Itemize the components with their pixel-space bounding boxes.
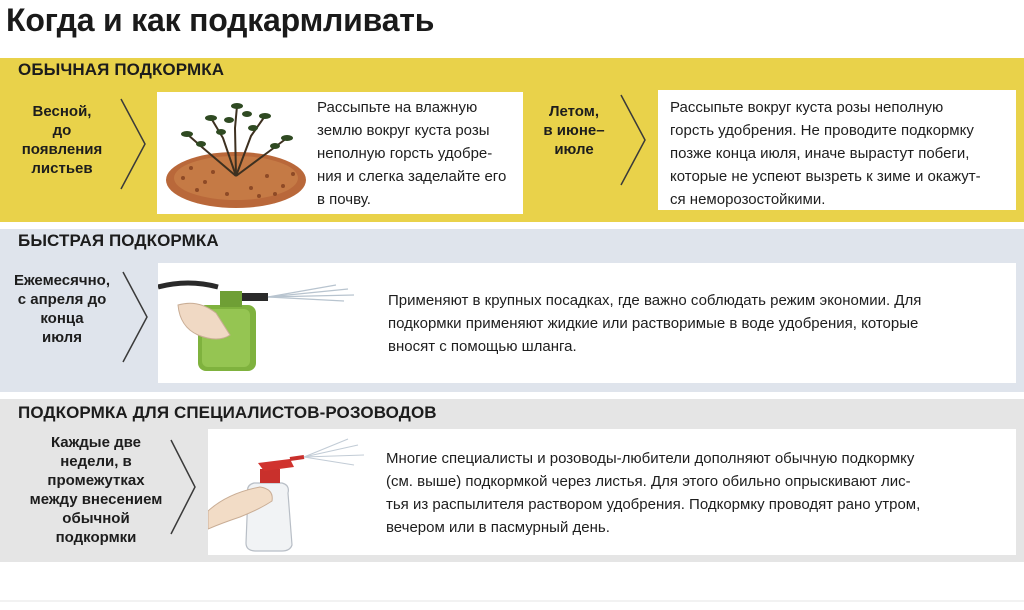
section-heading: БЫСТРАЯ ПОДКОРМКА (18, 231, 219, 250)
timing-line: с апреля до (17, 291, 107, 308)
chevron-right-icon (118, 96, 148, 192)
fast-feeding-timing (10, 271, 114, 347)
text-line: вечером или в пасмурный день. (386, 519, 610, 536)
chevron-right-icon (618, 92, 648, 188)
page-title: Когда и как подкармливать (6, 2, 435, 38)
spray-bottle-icon (208, 433, 368, 553)
timing-line: июле (554, 141, 594, 158)
text-line: Многие специалисты и розоводы-любители дополняют обычную подкормку (386, 450, 915, 467)
section-specialist-feeding (0, 399, 1024, 562)
specialist-feeding-timing (26, 433, 166, 547)
fast-feeding-text (388, 289, 1008, 358)
spring-instruction-card (157, 92, 523, 214)
summer-instruction-text (670, 96, 1014, 211)
timing-line: Весной, (32, 103, 92, 120)
text-line: горсть удобрения. Не проводите подкормку (670, 122, 974, 139)
timing-line: конца (40, 310, 84, 327)
section-heading: ОБЫЧНАЯ ПОДКОРМКА (18, 60, 225, 79)
spring-instruction-text (317, 96, 521, 211)
text-line: которые не успеют вызреть к зиме и окажут- (670, 168, 981, 185)
text-line: тья из распылителя раствором удобрения. Подкормку проводят рано утром, (386, 496, 921, 513)
rose-bush-icon (163, 98, 309, 210)
timing-line: между внесением (29, 491, 163, 508)
timing-line: Каждые две (50, 434, 142, 451)
section-regular-feeding (0, 58, 1024, 222)
text-line: в почву. (317, 191, 371, 208)
text-line: Применяют в крупных посадках, где важно соблюдать режим экономии. Для (388, 292, 922, 309)
section-fast-feeding (0, 229, 1024, 392)
timing-line: подкормки (55, 529, 137, 546)
page-bottom-edge (0, 600, 1024, 602)
text-line: неполную горсть удобре- (317, 145, 493, 162)
text-line: подкормки применяют жидкие или растворимые в воде удобрения, которые (388, 315, 919, 332)
timing-line: появления (21, 141, 103, 158)
timing-line: Летом, (548, 103, 600, 120)
text-line: Рассыпьте на влажную (317, 99, 478, 116)
specialist-feeding-card (208, 429, 1016, 555)
section-heading: ПОДКОРМКА ДЛЯ СПЕЦИАЛИСТОВ-РОЗОВОДОВ (18, 403, 437, 422)
text-line: вносят с помощью шланга. (388, 338, 577, 355)
timing-line: обычной (62, 510, 130, 527)
timing-line: в июне– (543, 122, 605, 139)
timing-line: до (52, 122, 72, 139)
timing-line: недели, в (60, 453, 132, 470)
text-line: ния и слегка заделайте его (317, 168, 507, 185)
timing-line: листьев (31, 160, 93, 177)
text-line: (см. выше) подкормкой через листья. Для этого обильно опрыскивают лис- (386, 473, 911, 490)
specialist-feeding-text (386, 447, 1006, 539)
text-line: позже конца июля, иначе вырастут побеги, (670, 145, 970, 162)
timing-line: промежутках (47, 472, 145, 489)
fast-feeding-card (158, 263, 1016, 383)
chevron-right-icon (120, 269, 150, 365)
timing-line: июля (42, 329, 82, 346)
text-line: землю вокруг куста розы (317, 122, 490, 139)
hose-sprayer-icon (158, 265, 358, 381)
chevron-right-icon (168, 437, 198, 537)
text-line: Рассыпьте вокруг куста розы неполную (670, 99, 944, 116)
summer-instruction-card (658, 90, 1016, 210)
spring-timing (10, 102, 114, 178)
text-line: ся неморозостойкими. (670, 191, 826, 208)
summer-timing (536, 102, 612, 159)
timing-line: Ежемесячно, (13, 272, 111, 289)
